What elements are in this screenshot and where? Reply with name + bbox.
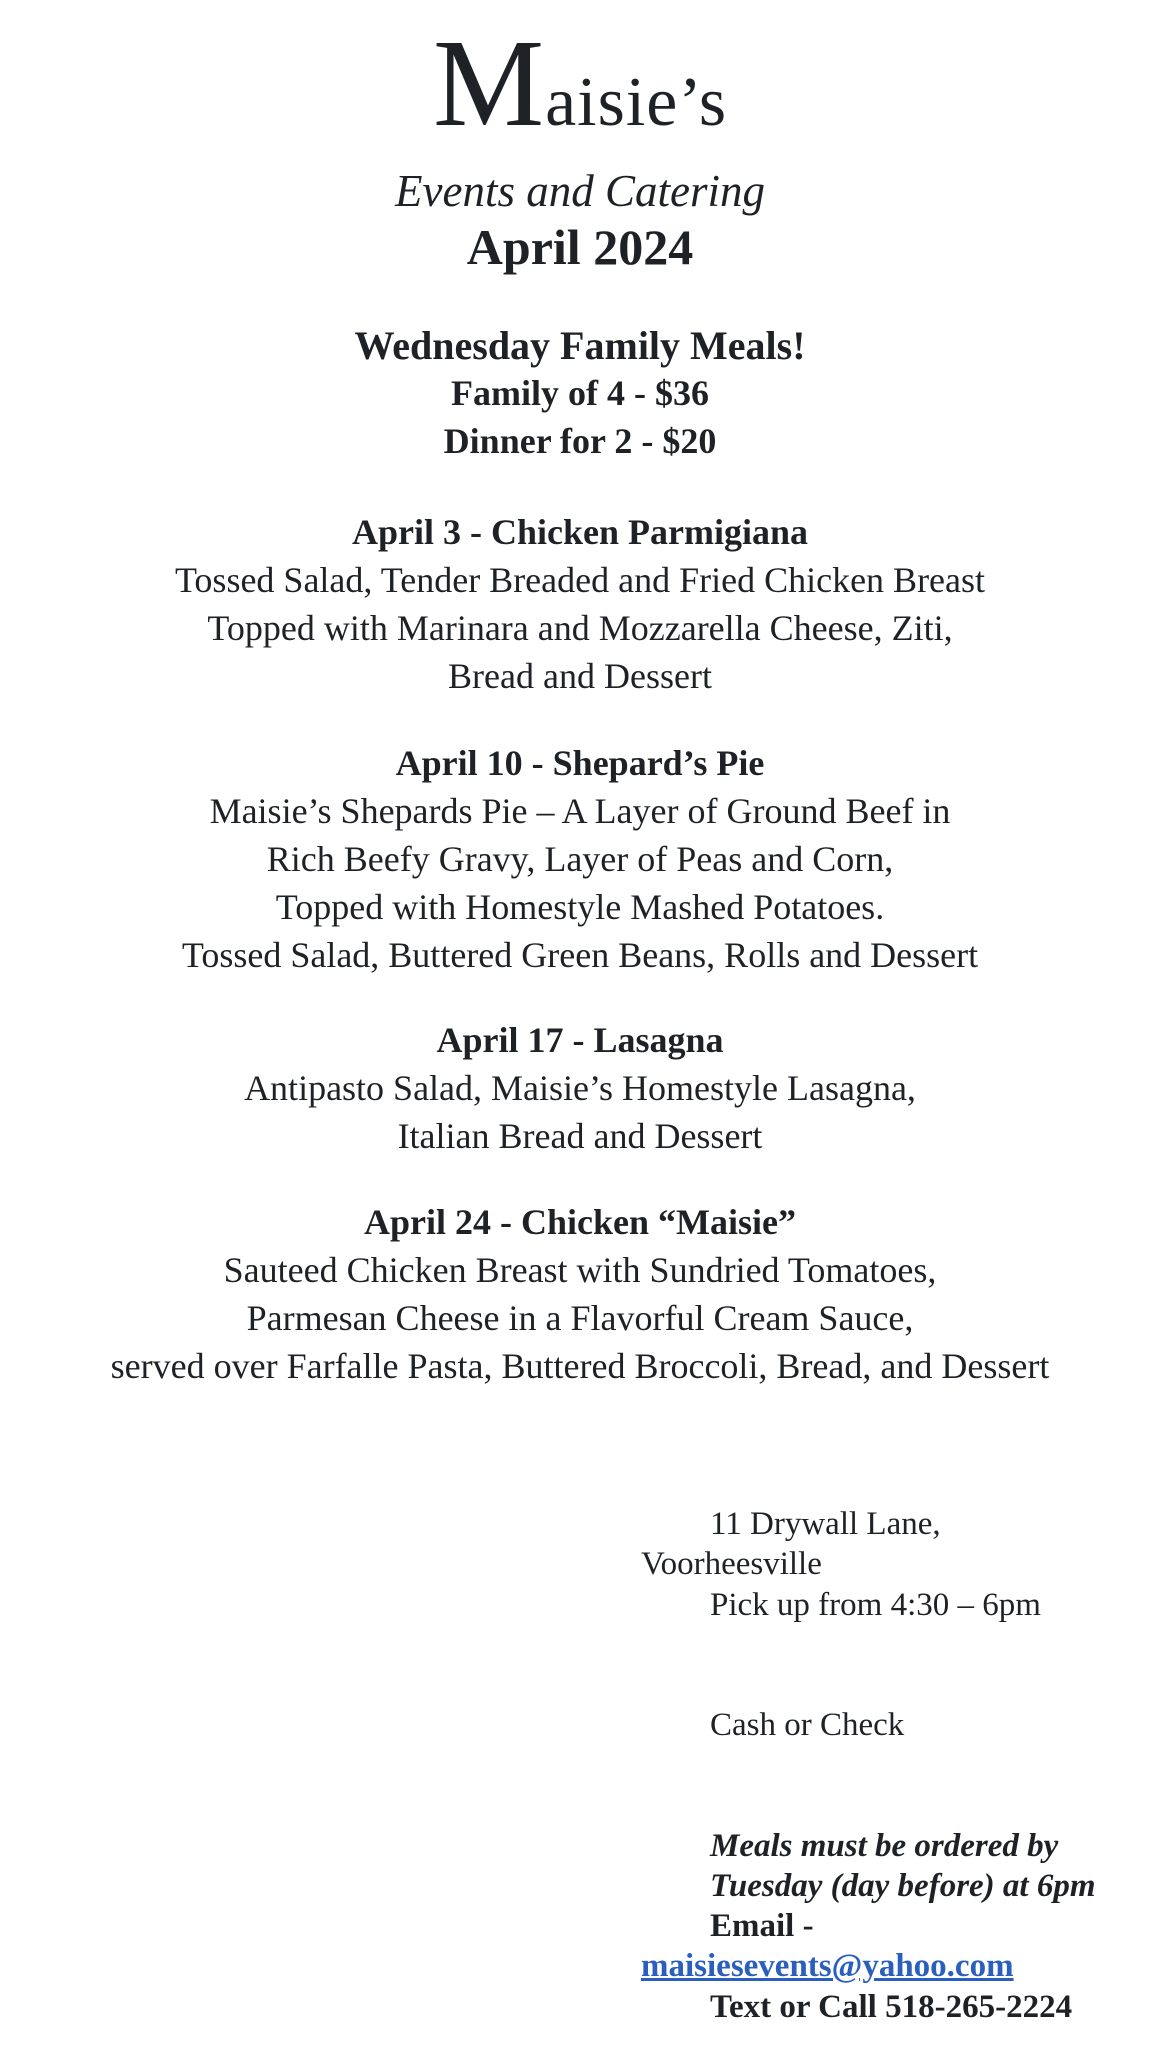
brand-rest: aisie’s [545, 64, 728, 141]
menu-item-line: Bread and Dessert [448, 656, 712, 696]
menu-item-title: April 24 - Chicken “Maisie” [364, 1202, 796, 1242]
price-dinner-for-two: Dinner for 2 - $20 [443, 421, 717, 461]
menu-item-line: Italian Bread and Dessert [397, 1116, 763, 1156]
price-family: Family of 4 - $36 [451, 373, 709, 413]
order-deadline-line-2: Tuesday (day before) at 6pm [710, 1868, 1096, 1904]
menu-item-title: April 10 - Shepard’s Pie [395, 743, 765, 783]
menu-item-line: Antipasto Salad, Maisie’s Homestyle Lasagna, [244, 1068, 916, 1108]
address-line-2: Voorheesville [641, 1546, 822, 1582]
email-label: Email - [710, 1908, 814, 1944]
menu-item-april-17 [0, 1016, 1160, 1160]
menu-item-line: Sauteed Chicken Breast with Sundried Tomatoes, [223, 1250, 937, 1290]
menu-item-line: Parmesan Cheese in a Flavorful Cream Sauce, [246, 1298, 914, 1338]
pickup-time: Pick up from 4:30 – 6pm [710, 1587, 1041, 1623]
menu-item-line: Tossed Salad, Tender Breaded and Fried Chicken Breast [174, 560, 986, 600]
menu-item-april-3 [0, 508, 1160, 700]
special-title: Wednesday Family Meals! [354, 323, 806, 368]
menu-item-title: April 17 - Lasagna [436, 1020, 724, 1060]
menu-item-april-10 [0, 739, 1160, 979]
menu-item-line: Rich Beefy Gravy, Layer of Peas and Corn, [266, 839, 894, 879]
email-link[interactable]: maisiesevents@yahoo.com [641, 1948, 1014, 1984]
menu-item-title: April 3 - Chicken Parmigiana [352, 512, 808, 552]
month-heading: April 2024 [466, 219, 694, 275]
brand-logo [0, 15, 1160, 153]
address-line-1: 11 Drywall Lane, [710, 1506, 941, 1542]
brand-initial: M [432, 15, 546, 153]
menu-item-april-24 [0, 1198, 1160, 1390]
menu-item-line: Topped with Marinara and Mozzarella Cheese, Ziti, [207, 608, 953, 648]
payment-methods: Cash or Check [710, 1707, 905, 1743]
menu-item-line: Tossed Salad, Buttered Green Beans, Rolls and Dessert [181, 935, 979, 975]
tagline: Events and Catering [395, 166, 765, 216]
menu-item-line: served over Farfalle Pasta, Buttered Broccoli, Bread, and Dessert [110, 1346, 1050, 1386]
menu-item-line: Topped with Homestyle Mashed Potatoes. [275, 887, 885, 927]
order-deadline-line-1: Meals must be ordered by [710, 1828, 1059, 1864]
menu-item-line: Maisie’s Shepards Pie – A Layer of Ground Beef in [209, 791, 951, 831]
phone-contact: Text or Call 518-265-2224 [710, 1989, 1073, 2025]
